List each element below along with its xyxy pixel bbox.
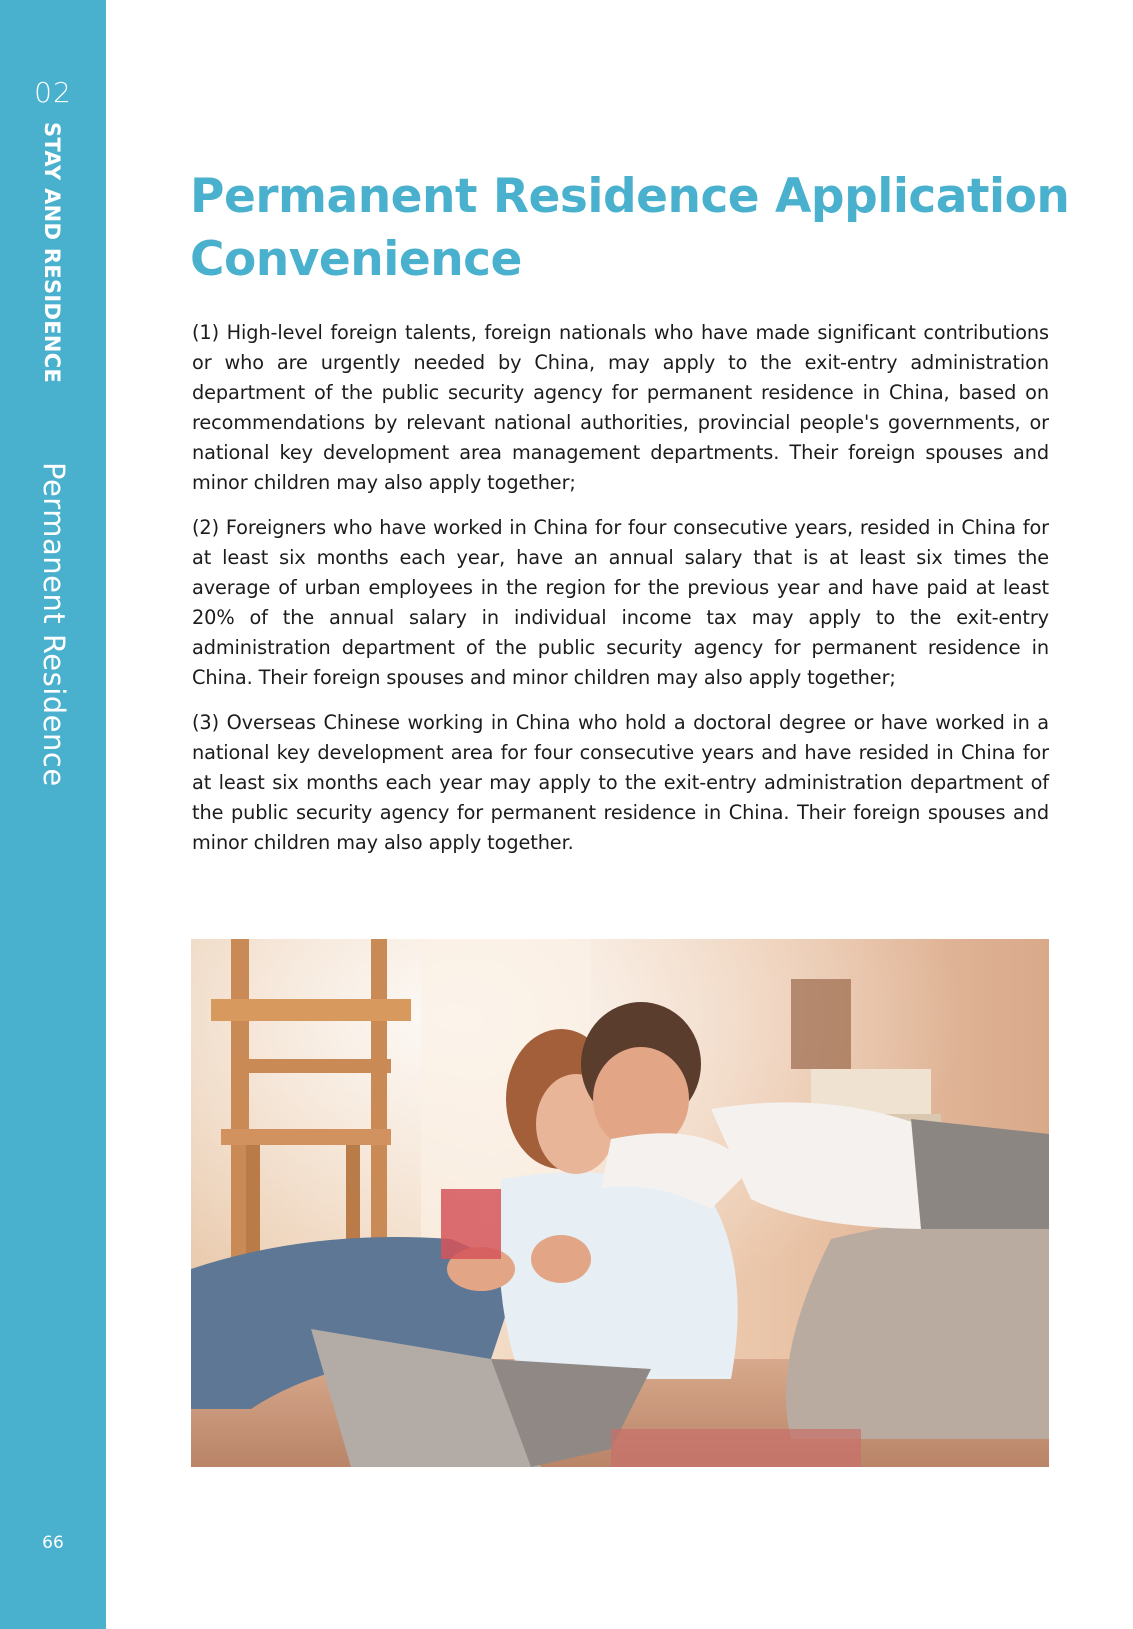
page-number: 66: [42, 1533, 64, 1553]
chapter-sidebar: [0, 0, 106, 1629]
paragraph-1: (1) High-level foreign talents, foreign nationals who have made significant contributions or who are urgently needed by China, may apply to the exit-entry administration department of the public security agency for permanent residence in China, based on recommendations by relevant national authorities, provincial people's governments, or national key development area management departments. Their foreign spouses and minor children may also apply together;: [192, 321, 1049, 494]
paragraph-3: (3) Overseas Chinese working in China who hold a doctoral degree or have worked in a national key development area for four consecutive years and have resided in China for at least six months each year may apply to the exit-entry administration department of the public security agency for permanent residence in China. Their foreign spouses and minor children may also apply together.: [192, 711, 1049, 854]
page-heading: Permanent Residence Application Convenience: [190, 169, 1070, 287]
chapter-title: STAY AND RESIDENCE: [40, 122, 64, 384]
section-title: Permanent Residence: [37, 462, 71, 787]
paragraph-2: (2) Foreigners who have worked in China for four consecutive years, resided in China for at least six months each year, have an annual salary that is at least six times the average of urban employees in the region for the previous year and have paid at least 20% of the annual salary in individual income tax may apply to the exit-entry administration department of the public security agency for permanent residence in China. Their foreign spouses and minor children may also apply together;: [192, 516, 1049, 689]
chapter-number: 02: [34, 76, 72, 109]
body-text: [192, 318, 1049, 873]
couple-photo: [191, 939, 1049, 1467]
